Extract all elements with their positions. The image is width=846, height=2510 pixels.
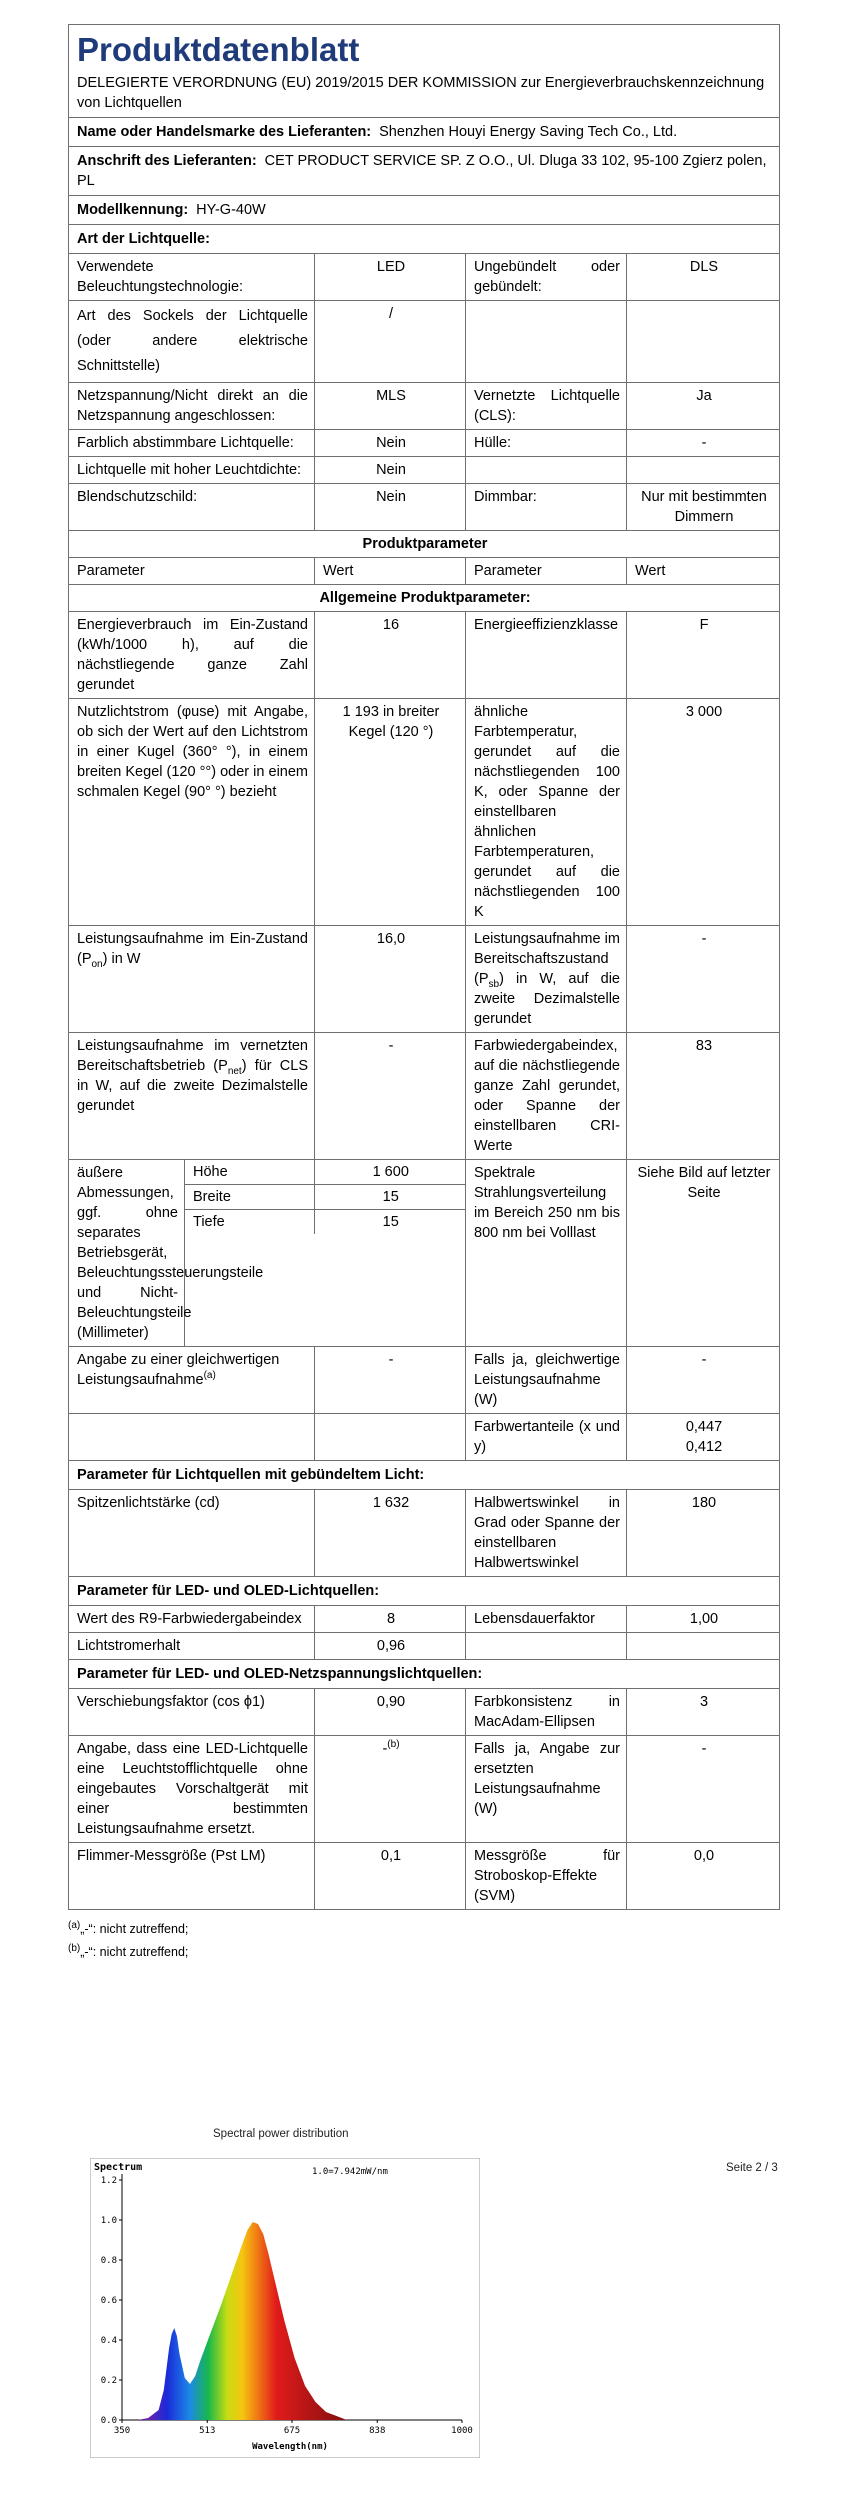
- energy-class-label: Energieeffizienzklasse: [466, 612, 627, 699]
- flux-label: Nutzlichtstrom (φuse) mit Angabe, ob sich der Wert auf den Lichtstrom in einer Kugel (360° °), in einem breiten Kegel (120 °°) oder in einem schmalen Kegel (90° °) bezieht: [69, 699, 315, 926]
- product-datasheet: [68, 24, 779, 1962]
- model-label: Modellkennung:: [77, 202, 189, 218]
- y-tick-label: 1.0: [100, 2216, 117, 2226]
- footnote-b: $^{(b)}$„-“: nicht zutreffend;: [68, 1943, 189, 1960]
- chart-xlabel: Wavelength(nm): [252, 2442, 328, 2452]
- model-value: HY-G-40W: [196, 202, 266, 218]
- spd-label: Spektrale Strahlungsverteilung im Bereich 250 nm bis 800 nm bei Volllast: [466, 1160, 627, 1347]
- directional-section: Parameter für Lichtquellen mit gebündeltem Licht:: [69, 1461, 780, 1490]
- x-tick-label: 675: [283, 2426, 301, 2436]
- chart-caption: Spectral power distribution: [213, 2128, 349, 2140]
- x-tick-label: 1000: [451, 2426, 473, 2436]
- width-label: Breite: [185, 1185, 314, 1210]
- general-params-section: Allgemeine Produktparameter:: [69, 585, 780, 612]
- y-tick-label: 0.6: [100, 2296, 117, 2306]
- macadam-value: 3: [627, 1689, 780, 1736]
- displacement-factor-value: 0,90: [315, 1689, 466, 1736]
- stroboscopic-value: 0,0: [627, 1843, 780, 1910]
- retrofit-label: Angabe, dass eine LED-Lichtquelle eine Leuchtstofflichtquelle ohne eingebautes Vorschaltgerät mit einer bestimmten Leistungsaufnahme ersetzt.: [69, 1736, 315, 1843]
- flicker-label: Flimmer-Messgröße (Pst LM): [69, 1843, 315, 1910]
- col-header-value-2: Wert: [627, 558, 780, 585]
- supplier-address-value: CET PRODUCT SERVICE SP. Z O.O., Ul. Dluga 33 102, 95-100 Zgierz polen, PL: [77, 153, 767, 189]
- product-params-section: Produktparameter: [69, 531, 780, 558]
- envelope-label: Hülle:: [466, 430, 627, 457]
- flicker-value: 0,1: [315, 1843, 466, 1910]
- spectrum-svg: [90, 2158, 480, 2458]
- width-value: 15: [314, 1185, 465, 1210]
- y-tick-label: 0.2: [100, 2376, 117, 2386]
- retrofit-value: -$^{(b)}$: [315, 1736, 466, 1843]
- cct-value: 3 000: [627, 699, 780, 926]
- pon-label: Leistungsaufnahme im Ein-Zustand $(P_{on})$ in W: [69, 926, 315, 1033]
- depth-value: 15: [314, 1210, 465, 1235]
- dimmable-label: Dimmbar:: [466, 484, 627, 531]
- x-tick-label: 513: [199, 2426, 216, 2436]
- high-luminance-label: Lichtquelle mit hoher Leuchtdichte:: [69, 457, 315, 484]
- psb-label: Leistungsaufnahme im Bereitschaftszustand $(P_{sb})$ in W, auf die zweite Dezimalstelle gerundet: [466, 926, 627, 1033]
- r9-label: Wert des R9-Farbwiedergabeindex: [69, 1606, 315, 1633]
- survival-value: 1,00: [627, 1606, 780, 1633]
- x-tick-label: 838: [369, 2426, 386, 2436]
- equiv-power-label: Falls ja, gleichwertige Leistungsaufnahme (W): [466, 1347, 627, 1414]
- tunable-value: Nein: [315, 430, 466, 457]
- lumen-maintenance-label: Lichtstromerhalt: [69, 1633, 315, 1660]
- col-header-value-1: Wert: [315, 558, 466, 585]
- chart-title: Spectrum: [94, 2162, 143, 2173]
- dimmable-value: Nur mit bestimmten Dimmern: [627, 484, 780, 531]
- datasheet-table: [68, 24, 780, 1910]
- height-label: Höhe: [185, 1160, 314, 1185]
- equiv-power-value: -: [627, 1347, 780, 1414]
- equiv-value: -: [315, 1347, 466, 1414]
- pnet-label: Leistungsaufnahme im vernetzten Bereitschaftsbetrieb $(P_{net})$ für CLS in W, auf die zweite Dezimalstelle gerundet: [69, 1033, 315, 1160]
- high-luminance-value: Nein: [315, 457, 466, 484]
- flux-value: 1 193 in breiter Kegel (120 °): [315, 699, 466, 926]
- header-row: [69, 25, 780, 118]
- mains-value: MLS: [315, 383, 466, 430]
- x-tick-label: 350: [113, 2426, 131, 2436]
- displacement-factor-label: Verschiebungsfaktor (cos ϕ1): [69, 1689, 315, 1736]
- chromaticity-value: 0,447 0,412: [627, 1414, 780, 1461]
- beam-angle-value: 180: [627, 1490, 780, 1577]
- peak-intensity-label: Spitzenlichtstärke (cd): [69, 1490, 315, 1577]
- psb-value: -: [627, 926, 780, 1033]
- led-section: Parameter für LED- und OLED-Lichtquellen:: [69, 1577, 780, 1606]
- col-header-param-2: Parameter: [466, 558, 627, 585]
- r9-value: 8: [315, 1606, 466, 1633]
- col-header-param-1: Parameter: [69, 558, 315, 585]
- directional-label: Ungebündelt oder gebündelt:: [466, 254, 627, 301]
- supplier-name-value: Shenzhen Houyi Energy Saving Tech Co., Ltd.: [379, 124, 678, 140]
- technology-label: Verwendete Beleuchtungstechnologie:: [69, 254, 315, 301]
- equiv-label: Angabe zu einer gleichwertigen Leistungsaufnahme$^{(a)}$: [69, 1347, 315, 1414]
- energy-value: 16: [315, 612, 466, 699]
- energy-label: Energieverbrauch im Ein-Zustand (kWh/1000 h), auf die nächstliegende ganze Zahl gerundet: [69, 612, 315, 699]
- page-title: Produktdatenblatt: [77, 31, 360, 68]
- envelope-value: -: [627, 430, 780, 457]
- y-tick-label: 1.2: [100, 2176, 117, 2186]
- lumen-maintenance-value: 0,96: [315, 1633, 466, 1660]
- spectrum-chart: [90, 2158, 480, 2488]
- supplier-address-row: [69, 147, 780, 196]
- regulation-text: DELEGIERTE VERORDNUNG (EU) 2019/2015 DER KOMMISSION zur Energieverbrauchskennzeichnung von Lichtquellen: [77, 75, 765, 111]
- footnotes: [68, 1916, 779, 1962]
- technology-value: LED: [315, 254, 466, 301]
- pnet-value: -: [315, 1033, 466, 1160]
- cct-label: ähnliche Farbtemperatur, gerundet auf die nächstliegenden 100 K, oder Spanne der einstellbaren ähnlichen Farbtemperaturen, gerundet auf die nächstliegenden 100 K: [466, 699, 627, 926]
- beam-angle-label: Halbwertswinkel in Grad oder Spanne der einstellbaren Halbwertswinkel: [466, 1490, 627, 1577]
- height-value: 1 600: [314, 1160, 465, 1185]
- retrofit-power-label: Falls ja, Angabe zur ersetzten Leistungsaufnahme (W): [466, 1736, 627, 1843]
- survival-label: Lebensdauerfaktor: [466, 1606, 627, 1633]
- macadam-label: Farbkonsistenz in MacAdam-Ellipsen: [466, 1689, 627, 1736]
- peak-intensity-value: 1 632: [315, 1490, 466, 1577]
- tunable-label: Farblich abstimmbare Lichtquelle:: [69, 430, 315, 457]
- supplier-name-label: Name oder Handelsmarke des Lieferanten:: [77, 124, 372, 140]
- y-tick-label: 0.4: [100, 2336, 117, 2346]
- cri-value: 83: [627, 1033, 780, 1160]
- cap-value: /: [315, 301, 466, 383]
- pon-value: 16,0: [315, 926, 466, 1033]
- supplier-name-row: [69, 118, 780, 147]
- connected-label: Vernetzte Lichtquelle (CLS):: [466, 383, 627, 430]
- model-row: [69, 196, 780, 225]
- connected-value: Ja: [627, 383, 780, 430]
- supplier-address-label: Anschrift des Lieferanten:: [77, 153, 257, 169]
- chart-annotation: 1.0=7.942mW/nm: [312, 2167, 388, 2177]
- retrofit-power-value: -: [627, 1736, 780, 1843]
- y-tick-label: 0.8: [100, 2256, 117, 2266]
- directional-value: DLS: [627, 254, 780, 301]
- led-mains-section: Parameter für LED- und OLED-Netzspannungslichtquellen:: [69, 1660, 780, 1689]
- dimensions-label: äußere Abmessungen, ggf. ohne separates Betriebsgerät, Beleuchtungssteuerungsteile und Nicht-Beleuchtungsteile (Millimeter): [69, 1160, 185, 1347]
- glare-label: Blendschutzschild:: [69, 484, 315, 531]
- glare-value: Nein: [315, 484, 466, 531]
- mains-label: Netzspannung/Nicht direkt an die Netzspannung angeschlossen:: [69, 383, 315, 430]
- depth-label: Tiefe: [185, 1210, 314, 1235]
- chromaticity-label: Farbwertanteile (x und y): [466, 1414, 627, 1461]
- page-number: Seite 2 / 3: [726, 2162, 778, 2174]
- spd-value: Siehe Bild auf letzter Seite: [627, 1160, 780, 1347]
- light-source-section: Art der Lichtquelle:: [69, 225, 780, 254]
- y-tick-label: 0.0: [100, 2416, 117, 2426]
- footnote-a: $^{(a)}$„-“: nicht zutreffend;: [68, 1920, 189, 1937]
- dimensions-values: [185, 1160, 466, 1347]
- energy-class-value: F: [627, 612, 780, 699]
- stroboscopic-label: Messgröße für Stroboskop-Effekte (SVM): [466, 1843, 627, 1910]
- cri-label: Farbwiedergabeindex, auf die nächstliegende ganze Zahl gerundet, oder Spanne der einstellbaren CRI-Werte: [466, 1033, 627, 1160]
- cap-label: Art des Sockels der Lichtquelle (oder andere elektrische Schnittstelle): [69, 301, 315, 383]
